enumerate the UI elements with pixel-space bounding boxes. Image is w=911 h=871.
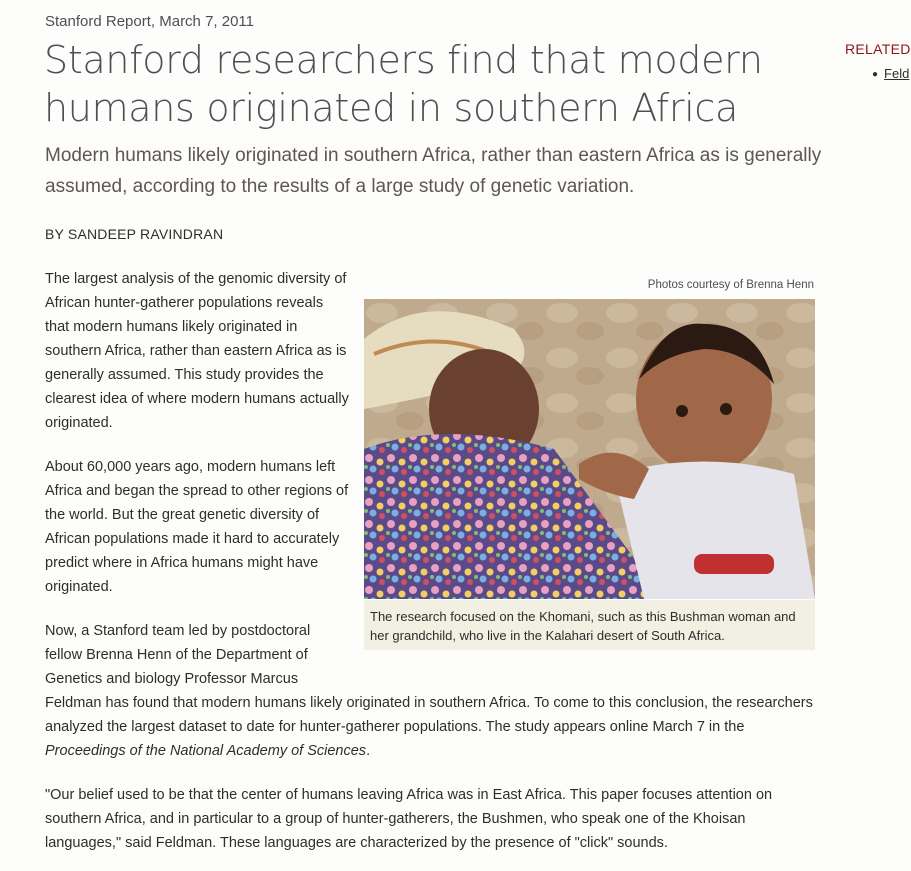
photo-caption: The research focused on the Khomani, such as this Bushman woman and her grandchild, who live in the Kalahari desert of South Africa. [364, 600, 815, 650]
bullet-icon: ● [872, 69, 879, 80]
paragraph-2: About 60,000 years ago, modern humans left Africa and began the spread to other regions of the world. But the great genetic diversity of African populations made it hard to accurately predict where in Africa humans might have originated. [45, 459, 349, 595]
page-title: Stanford researchers find that modern humans originated in southern Africa [44, 38, 763, 130]
related-heading: RELATED [845, 41, 911, 57]
photo-illustration [364, 299, 815, 599]
paragraph-3-end: . [366, 743, 371, 759]
byline: BY SANDEEP RAVINDRAN [45, 226, 224, 242]
paragraph-1: The largest analysis of the genomic diversity of African hunter-gatherer populations reveals that modern humans likely originated in southern Africa, rather than eastern Africa as is generally assumed. This study provides the clearest idea of where modern humans actually originated. [45, 271, 349, 431]
paragraph-4: "Our belief used to be that the center of humans leaving Africa was in East Africa. This paper focuses attention on southern Africa, and in particular to a group of hunter-gatherers, the Bushmen, who speak one of the Khoisan languages," said Feldman. These languages are characterized by the presence of "click" sounds. [45, 787, 773, 851]
paragraph-3-text: Feldman has found that modern humans likely originated in southern Africa. To come to this conclusion, the researchers analyzed the largest dataset to date for hunter-gatherer populations. The study appears online March 7 in the [45, 695, 813, 735]
paragraph-3-top: Now, a Stanford team led by postdoctoral fellow Brenna Henn of the Department of Genetics and biology Professor Marcus [45, 623, 311, 687]
journal-name: Proceedings of the National Academy of Sciences [45, 743, 367, 759]
article-photo [364, 299, 815, 599]
related-list-item [872, 66, 909, 81]
dateline: Stanford Report, March 7, 2011 [45, 13, 255, 30]
article-summary: Modern humans likely originated in southern Africa, rather than eastern Africa as is generally assumed, according to the results of a large study of genetic variation. [45, 145, 822, 197]
paragraph-3-bottom [45, 691, 825, 763]
related-link[interactable]: Feld [884, 66, 910, 81]
photo-credit: Photos courtesy of Brenna Henn [647, 279, 814, 291]
